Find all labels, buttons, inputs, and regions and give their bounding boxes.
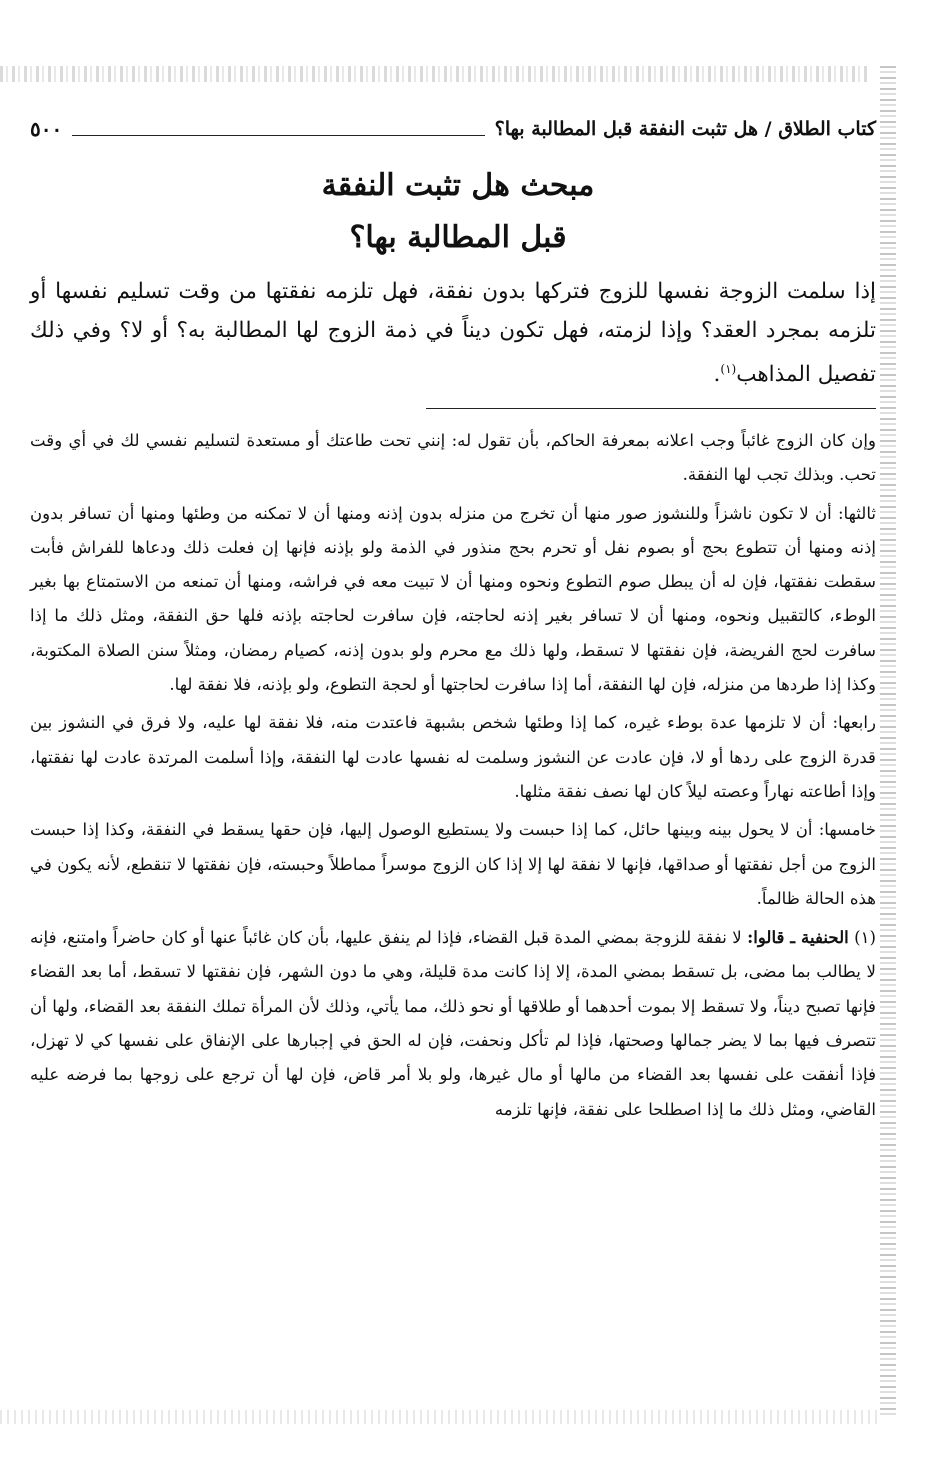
page-border-top: [0, 66, 870, 82]
footnote-paragraph: ثالثها: أن لا تكون ناشزاً وللنشوز صور منها أن تخرج من منزله بدون إذنه ومنها أن لا تمكنه من وطئها ومنها أن تسافر بدون إذنه ومنها أن تتطوع بحج أو بصوم نفل أو تحرم بحج منذور في الذمة ولو بإذنه فإنها إن فعلت ذلك ودعاها للفراش فأبت سقطت نفقتها، فإن له أن يبطل صوم التطوع ونحوه ومنها أن لا تبيت معه في فراشه، ومنها أن تمنعه من الاستمتاع بها بغير الوطء، كالتقبيل ونحوه، ومنها أن لا تسافر بغير إذنه لحاجته، فإن سافرت لحاجته بإذنه فلها حق النفقة، ومثل ذلك ما إذا سافرت لحج الفريضة، فإن نفقتها لا تسقط، ولها ذلك مع محرم ولو بدون إذنه، كصيام رمضان، ومثلاً سنن الصلاة المكتوبة، وكذا إذا طردها من منزله، فإن لها النفقة، أما إذا سافرت لحاجتها أو لحجة التطوع، ولو بإذنه، فلا نفقة لها.: [30, 503, 876, 695]
section-heading-line-2: قبل المطالبة بها؟: [349, 220, 567, 255]
main-paragraph-text: إذا سلمت الزوجة نفسها للزوج فتركها بدون نفقة، فهل تلزمه نفقتها من وقت تسليم نفسها أو تلزمه بمجرد العقد؟ وإذا لزمته، فهل تكون ديناً في ذمة الزوج لها المطالبة به؟ أو لا؟ وفي ذلك تفصيل المذاهب: [30, 279, 876, 388]
page-border-right: [880, 66, 896, 1416]
footnote-number: (١): [854, 928, 877, 948]
footnote-school-label: الحنفية ـ قالوا:: [747, 927, 849, 948]
header-rule: [72, 135, 484, 136]
footnote-paragraph: [30, 920, 876, 1127]
footnote-text: لا نفقة للزوجة بمضي المدة قبل القضاء، فإذا لم ينفق عليها، بأن كان غائباً عنها أو كان حاضراً وامتنع، فإنه لا يطالب بما مضى، بل تسقط بمضي المدة، إلا إذا كانت مدة قليلة، وهي ما دون الشهر، فإن نفقتها لا تسقط، أما بعد القضاء فإنها تصبح ديناً، ولا تسقط إلا بموت أحدهما أو طلاقها أو نحو ذلك، مما يأتي، وذلك لأن المرأة تملك النفقة بعد القضاء، ولها أن تتصرف فيها بما لا يضر جمالها وصحتها، فإذا لم تأكل ونحفت، فإن له الحق في إجبارها على الإنفاق على نفسها كي لا تهزل، فإذا أنفقت على نفسها بعد القضاء من مالها أو مال غيرها، ولو بلا أمر قاض، فإن لها أن ترجع على زوجها بما فرضه عليه القاضي، ومثل ذلك ما إذا اصطلحا على نفقة، فإنها تلزمه: [30, 928, 876, 1119]
footnote-paragraph: وإن كان الزوج غائباً وجب اعلانه بمعرفة الحاكم، بأن تقول له: إنني تحت طاعتك أو مستعدة لتسليم نفسي لك في أي وقت تحب. وبذلك تجب لها النفقة.: [30, 431, 876, 485]
footnotes: [30, 424, 876, 1131]
footnote-separator: [426, 408, 876, 409]
page-number: ٥٠٠: [30, 117, 63, 141]
running-header: [30, 112, 876, 146]
section-heading-line-1: مبحث هل تثبت النفقة: [321, 168, 595, 203]
main-paragraph-end: .: [713, 362, 721, 388]
main-paragraph: [30, 272, 876, 394]
page-border-bottom: [0, 1410, 880, 1424]
footnote-paragraph: خامسها: أن لا يحول بينه وبينها حائل، كما إذا حبست ولا يستطيع الوصول إليها، فإن حقها يسقط في النفقة، وكذا إذا حبست الزوج من أجل نفقتها أو صداقها، فإنها لا نفقة لها إلا إذا كان الزوج موسراً مماطلاً وحبسته، فإن نفقتها لا تنقطع، لأنه يكون في هذه الحالة ظالماً.: [30, 820, 876, 908]
footnote-reference: (١): [720, 362, 737, 376]
footnote-paragraph: رابعها: أن لا تلزمها عدة بوطء غيره، كما إذا وطئها شخص بشبهة فاعتدت منه، فلا نفقة لها عليه، ولا فرق في النشوز بين قدرة الزوج على ردها أو لا، فإن عادت عن النشوز وسلمت له نفسها عادت لها النفقة، وإذا أسلمت المرتدة عادت لها نفقتها، وإذا أطاعته نهاراً وعصته ليلاً كان لها نصف نفقة مثلها.: [30, 713, 876, 801]
running-title: كتاب الطلاق / هل تثبت النفقة قبل المطالبة بها؟: [494, 118, 876, 140]
